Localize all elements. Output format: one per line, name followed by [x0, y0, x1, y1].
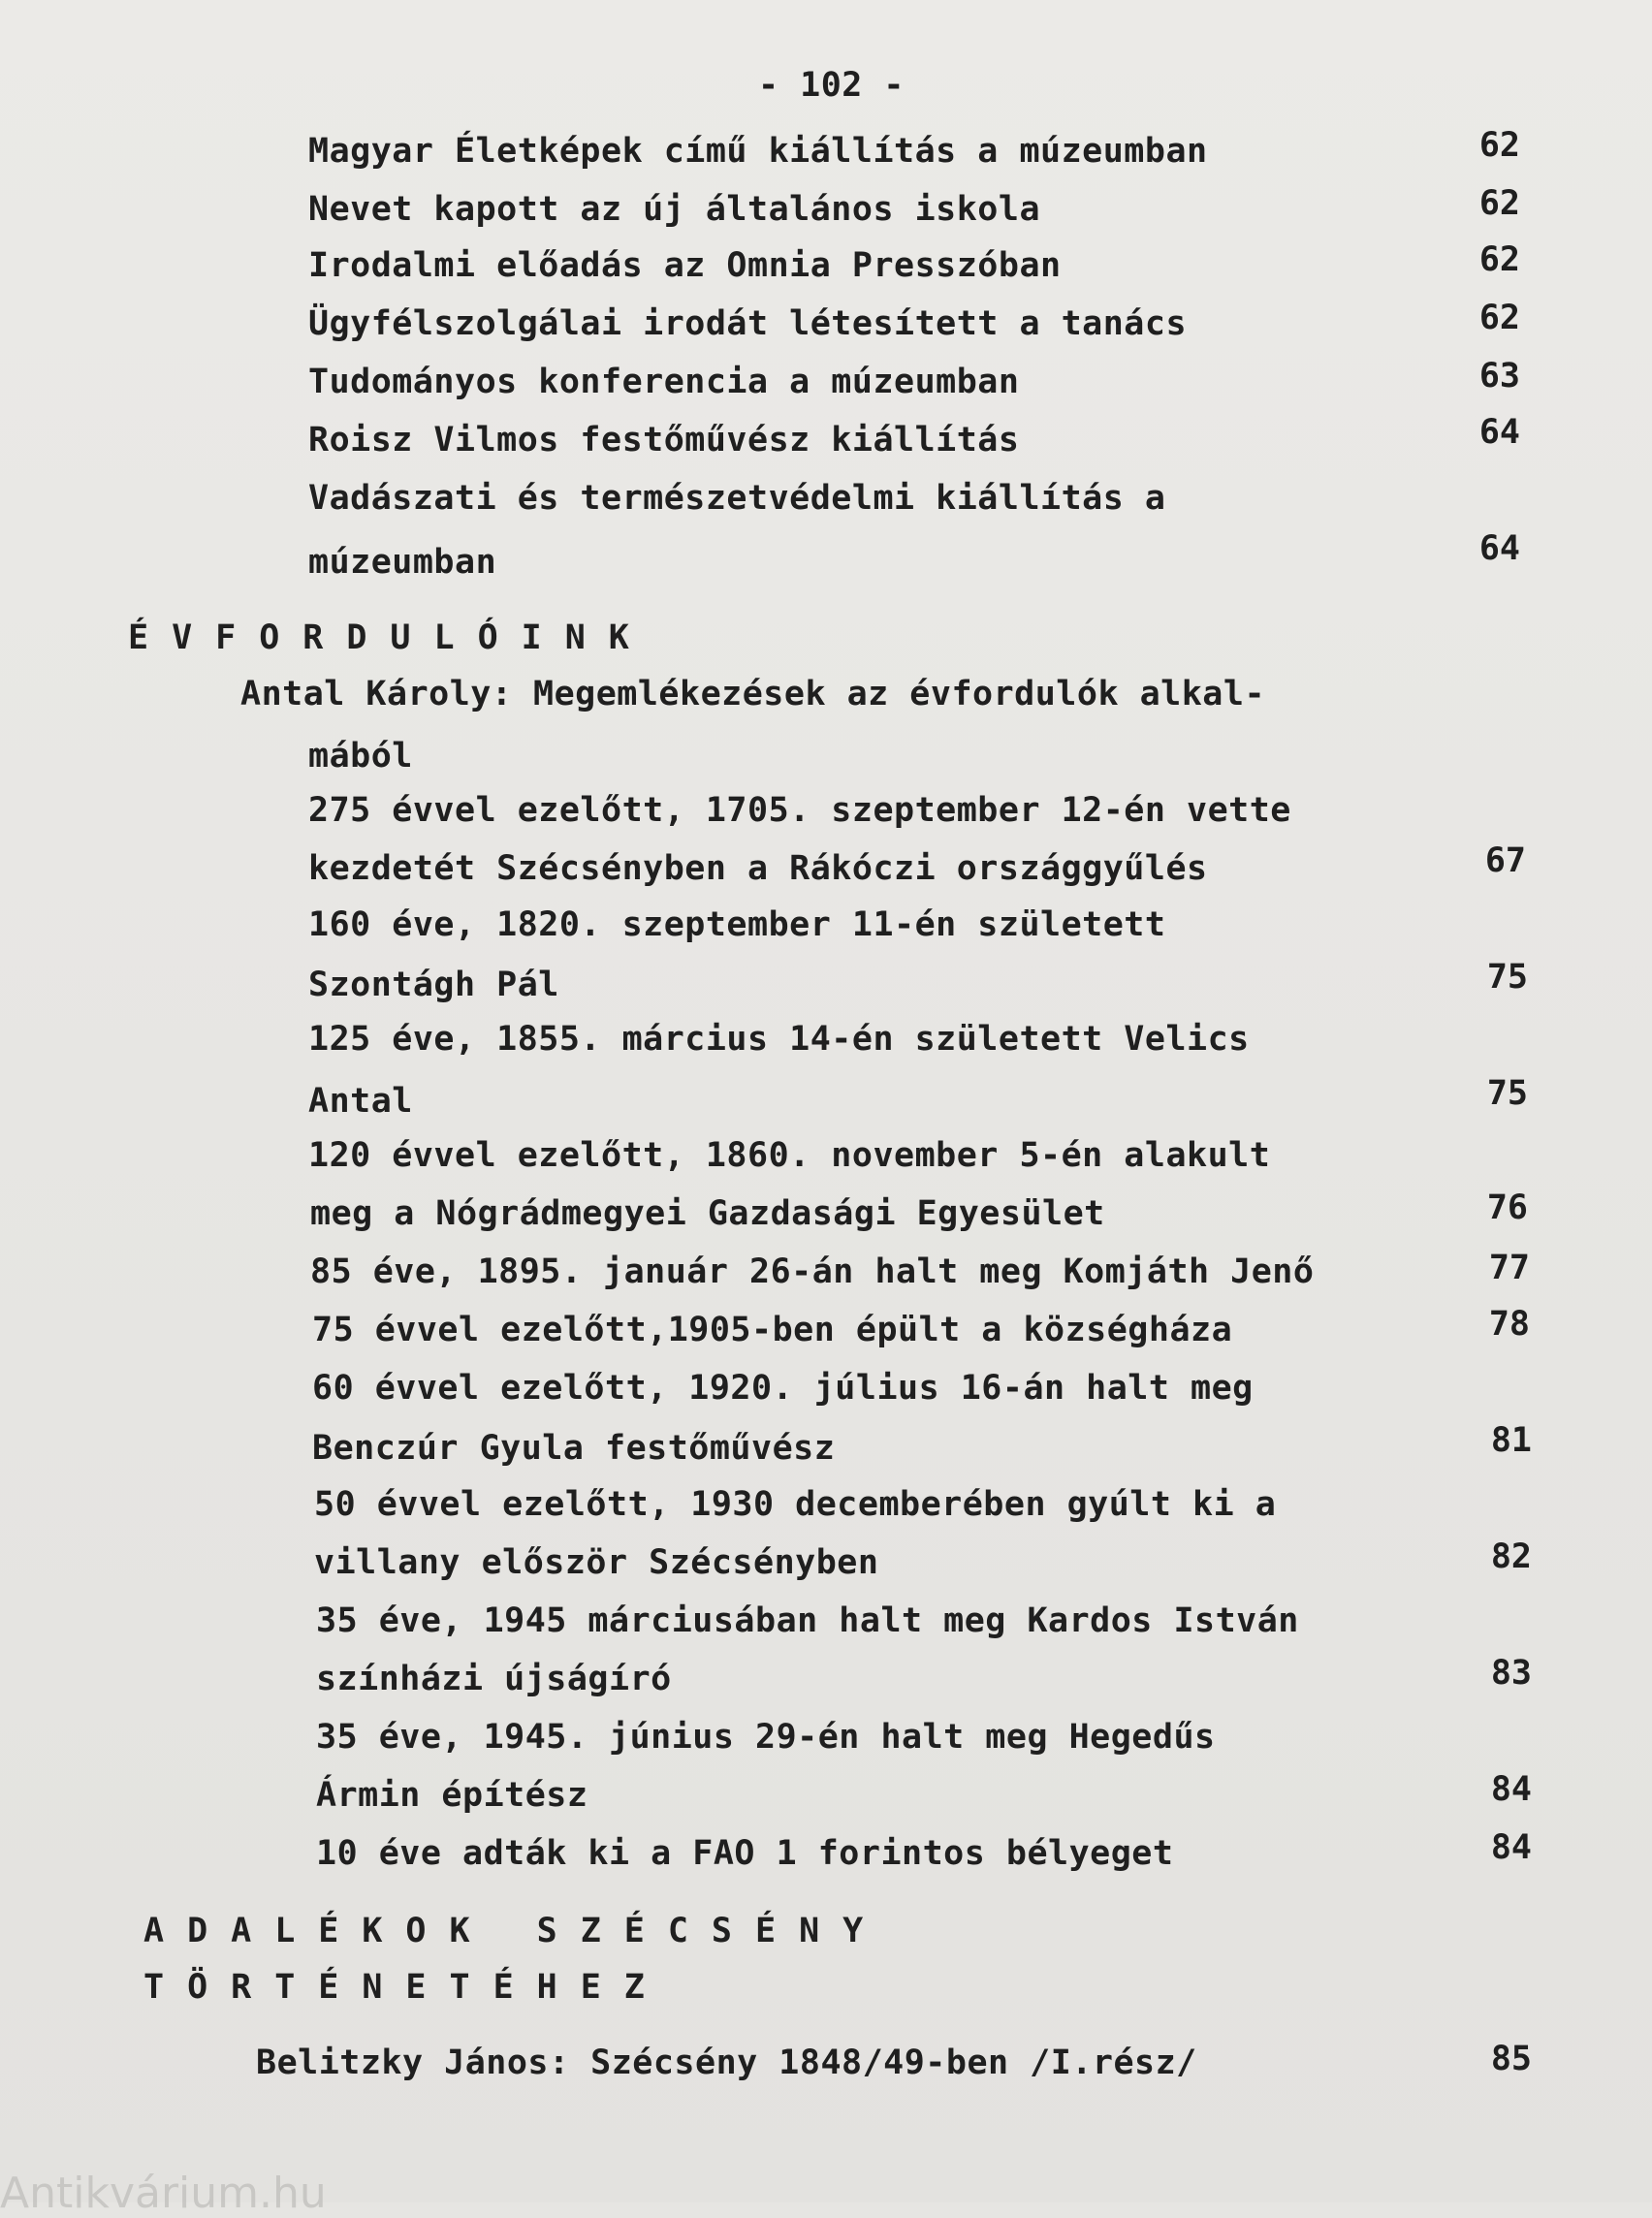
toc-entry-text: Roisz Vilmos festőművész kiállítás — [308, 421, 1020, 459]
toc-entry-page: 82 — [1490, 1537, 1532, 1576]
author-line-continued: mából — [308, 737, 413, 776]
toc-entry-page: 75 — [1486, 1074, 1528, 1113]
toc-entry-text: 75 évvel ezelőtt,1905-ben épült a községháza — [312, 1311, 1233, 1349]
toc-entry-text: 85 éve, 1895. január 26-án halt meg Komjáth Jenő — [310, 1252, 1315, 1291]
toc-entry-page: 85 — [1490, 2040, 1532, 2078]
toc-entry-text: 50 évvel ezelőtt, 1930 decemberében gyúlt ki a — [314, 1485, 1277, 1524]
toc-entry-page: 64 — [1478, 413, 1520, 452]
toc-entry-text: Vadászati és természetvédelmi kiállítás a — [308, 479, 1166, 518]
toc-entry-text: 35 éve, 1945. június 29-én halt meg Hegedűs — [316, 1718, 1216, 1757]
toc-entry-text: 275 évvel ezelőtt, 1705. szeptember 12-én vette — [308, 791, 1291, 830]
page-number: - 102 - — [758, 66, 905, 105]
toc-entry-page: 77 — [1488, 1249, 1530, 1287]
toc-entry-text: villany először Szécsényben — [314, 1543, 879, 1582]
toc-entry-text: 120 évvel ezelőtt, 1860. november 5-én alakult — [308, 1136, 1271, 1175]
toc-entry-text: kezdetét Szécsényben a Rákóczi országgyűlés — [308, 849, 1208, 888]
toc-entry-page: 64 — [1478, 529, 1520, 568]
toc-entry-page: 62 — [1478, 184, 1520, 223]
toc-entry-text: Ügyfélszolgálai irodát létesített a tanács — [308, 304, 1188, 343]
toc-entry-text: Magyar Életképek című kiállítás a múzeumban — [308, 132, 1208, 171]
toc-entry-text: Antal — [308, 1082, 413, 1121]
toc-entry-text: 60 évvel ezelőtt, 1920. július 16-án halt meg — [312, 1369, 1254, 1408]
toc-entry-page: 83 — [1490, 1654, 1532, 1693]
toc-entry-text: Tudományos konferencia a múzeumban — [308, 363, 1020, 401]
section-heading-evfordulok: ÉVFORDULÓINK — [128, 618, 652, 657]
toc-entry-text: Nevet kapott az új általános iskola — [308, 190, 1041, 229]
toc-entry-text: 125 éve, 1855. március 14-én született Velics — [308, 1020, 1250, 1059]
toc-entry-page: 62 — [1478, 126, 1520, 165]
toc-entry-page: 76 — [1486, 1188, 1528, 1227]
author-line: Antal Károly: Megemlékezések az évfordulók alkal- — [240, 675, 1266, 713]
toc-entry-page: 62 — [1478, 299, 1520, 337]
toc-entry-page: 63 — [1478, 357, 1520, 396]
toc-entry-text: Szontágh Pál — [308, 966, 559, 1004]
watermark: Antikvárium.hu — [0, 2169, 327, 2218]
toc-entry-text: 160 éve, 1820. szeptember 11-én született — [308, 905, 1166, 944]
section-heading-adalekok: ADALÉKOK SZÉCSÉNY — [143, 1912, 887, 1950]
toc-entry-text: meg a Nógrádmegyei Gazdasági Egyesület — [310, 1194, 1105, 1233]
toc-entry-page: 84 — [1490, 1828, 1532, 1867]
toc-entry-text: Benczúr Gyula festőművész — [312, 1429, 836, 1468]
toc-entry-text: múzeumban — [308, 543, 497, 582]
toc-entry-page: 81 — [1490, 1421, 1532, 1460]
toc-entry-page: 67 — [1484, 841, 1526, 880]
toc-entry-page: 78 — [1488, 1305, 1530, 1344]
toc-entry-page: 62 — [1478, 240, 1520, 279]
toc-entry-text: Irodalmi előadás az Omnia Presszóban — [308, 246, 1062, 285]
toc-entry-text: Ármin építész — [316, 1776, 588, 1815]
toc-entry-text: 35 éve, 1945 márciusában halt meg Kardos István — [316, 1601, 1299, 1640]
toc-entry-page: 75 — [1486, 958, 1528, 997]
toc-entry-page: 84 — [1490, 1770, 1532, 1809]
section-heading-adalekok-line2: TÖRTÉNETÉHEZ — [143, 1968, 668, 2007]
toc-entry-text: Belitzky János: Szécsény 1848/49-ben /I.rész/ — [256, 2044, 1197, 2082]
toc-entry-text: 10 éve adták ki a FAO 1 forintos bélyeget — [316, 1834, 1174, 1873]
toc-entry-text: színházi újságíró — [316, 1660, 672, 1698]
